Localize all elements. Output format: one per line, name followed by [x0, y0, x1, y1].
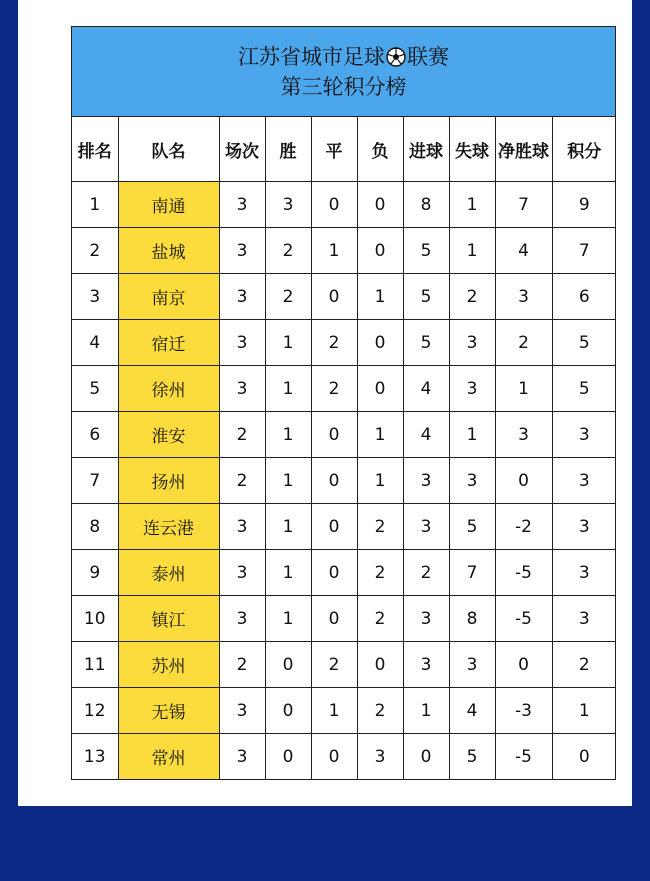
rank-cell: 5 [72, 366, 118, 412]
goal-diff-cell: 3 [495, 274, 552, 320]
goals-for-cell: 4 [403, 366, 449, 412]
played-cell: 3 [219, 596, 265, 642]
wins-cell: 1 [265, 412, 311, 458]
rank-cell: 6 [72, 412, 118, 458]
wins-cell: 1 [265, 458, 311, 504]
team-name-cell: 盐城 [118, 228, 219, 274]
played-cell: 3 [219, 734, 265, 780]
draws-cell: 0 [311, 274, 357, 320]
points-cell: 3 [552, 504, 616, 550]
points-cell: 5 [552, 366, 616, 412]
column-header: 排名 [72, 117, 118, 182]
column-header: 队名 [118, 117, 219, 182]
losses-cell: 2 [357, 504, 403, 550]
rank-cell: 2 [72, 228, 118, 274]
column-header: 负 [357, 117, 403, 182]
points-cell: 3 [552, 596, 616, 642]
soccer-ball-icon [386, 47, 406, 67]
points-cell: 6 [552, 274, 616, 320]
goals-against-cell: 1 [449, 228, 495, 274]
wins-cell: 0 [265, 688, 311, 734]
points-cell: 5 [552, 320, 616, 366]
rank-cell: 13 [72, 734, 118, 780]
draws-cell: 0 [311, 458, 357, 504]
draws-cell: 0 [311, 596, 357, 642]
rank-cell: 4 [72, 320, 118, 366]
title-league-suffix: 联赛 [407, 44, 449, 69]
goals-against-cell: 5 [449, 734, 495, 780]
column-header: 进球 [403, 117, 449, 182]
goals-against-cell: 3 [449, 458, 495, 504]
team-name-cell: 扬州 [118, 458, 219, 504]
title-league-name: 江苏省城市足球 [238, 44, 385, 69]
goal-diff-cell: -2 [495, 504, 552, 550]
losses-cell: 0 [357, 182, 403, 228]
goals-against-cell: 8 [449, 596, 495, 642]
played-cell: 2 [219, 642, 265, 688]
table-row [72, 412, 616, 458]
column-header: 胜 [265, 117, 311, 182]
goals-against-cell: 3 [449, 320, 495, 366]
losses-cell: 1 [357, 458, 403, 504]
team-name-cell: 宿迁 [118, 320, 219, 366]
wins-cell: 1 [265, 366, 311, 412]
column-header: 场次 [219, 117, 265, 182]
goal-diff-cell: -5 [495, 596, 552, 642]
played-cell: 3 [219, 688, 265, 734]
goal-diff-cell: 0 [495, 458, 552, 504]
standings-table [72, 117, 616, 779]
points-cell: 3 [552, 412, 616, 458]
goals-for-cell: 3 [403, 596, 449, 642]
title-line-1 [238, 42, 449, 72]
column-header: 平 [311, 117, 357, 182]
goal-diff-cell: 0 [495, 642, 552, 688]
goals-for-cell: 0 [403, 734, 449, 780]
goals-against-cell: 4 [449, 688, 495, 734]
table-row [72, 688, 616, 734]
played-cell: 2 [219, 458, 265, 504]
standings-card [18, 0, 632, 806]
team-name-cell: 徐州 [118, 366, 219, 412]
played-cell: 3 [219, 504, 265, 550]
goal-diff-cell: -5 [495, 550, 552, 596]
draws-cell: 1 [311, 688, 357, 734]
rank-cell: 11 [72, 642, 118, 688]
draws-cell: 1 [311, 228, 357, 274]
draws-cell: 2 [311, 366, 357, 412]
wins-cell: 1 [265, 596, 311, 642]
goals-against-cell: 7 [449, 550, 495, 596]
goal-diff-cell: 4 [495, 228, 552, 274]
goals-for-cell: 5 [403, 274, 449, 320]
goals-against-cell: 3 [449, 642, 495, 688]
rank-cell: 10 [72, 596, 118, 642]
column-header: 失球 [449, 117, 495, 182]
losses-cell: 0 [357, 320, 403, 366]
wins-cell: 1 [265, 550, 311, 596]
points-cell: 3 [552, 550, 616, 596]
standings-body [72, 182, 616, 780]
rank-cell: 12 [72, 688, 118, 734]
goals-for-cell: 8 [403, 182, 449, 228]
draws-cell: 2 [311, 320, 357, 366]
column-header: 积分 [552, 117, 616, 182]
goals-for-cell: 3 [403, 504, 449, 550]
losses-cell: 0 [357, 366, 403, 412]
table-row [72, 642, 616, 688]
wins-cell: 2 [265, 228, 311, 274]
draws-cell: 0 [311, 412, 357, 458]
points-cell: 2 [552, 642, 616, 688]
table-row [72, 550, 616, 596]
table-row [72, 596, 616, 642]
table-row [72, 274, 616, 320]
goals-for-cell: 2 [403, 550, 449, 596]
team-name-cell: 常州 [118, 734, 219, 780]
table-row [72, 182, 616, 228]
losses-cell: 0 [357, 642, 403, 688]
team-name-cell: 苏州 [118, 642, 219, 688]
goal-diff-cell: 3 [495, 412, 552, 458]
goals-for-cell: 1 [403, 688, 449, 734]
wins-cell: 3 [265, 182, 311, 228]
title-line-2: 第三轮积分榜 [280, 74, 407, 99]
draws-cell: 0 [311, 504, 357, 550]
goals-against-cell: 2 [449, 274, 495, 320]
goals-for-cell: 3 [403, 458, 449, 504]
team-name-cell: 淮安 [118, 412, 219, 458]
points-cell: 9 [552, 182, 616, 228]
team-name-cell: 泰州 [118, 550, 219, 596]
wins-cell: 1 [265, 504, 311, 550]
table-row [72, 228, 616, 274]
draws-cell: 0 [311, 550, 357, 596]
goals-for-cell: 5 [403, 228, 449, 274]
rank-cell: 9 [72, 550, 118, 596]
losses-cell: 2 [357, 688, 403, 734]
goal-diff-cell: 2 [495, 320, 552, 366]
wins-cell: 0 [265, 642, 311, 688]
played-cell: 2 [219, 412, 265, 458]
rank-cell: 3 [72, 274, 118, 320]
team-name-cell: 连云港 [118, 504, 219, 550]
losses-cell: 1 [357, 412, 403, 458]
goal-diff-cell: -5 [495, 734, 552, 780]
played-cell: 3 [219, 228, 265, 274]
played-cell: 3 [219, 320, 265, 366]
goals-against-cell: 3 [449, 366, 495, 412]
standings-table-container [71, 26, 616, 780]
draws-cell: 2 [311, 642, 357, 688]
played-cell: 3 [219, 182, 265, 228]
goals-against-cell: 1 [449, 412, 495, 458]
played-cell: 3 [219, 274, 265, 320]
team-name-cell: 镇江 [118, 596, 219, 642]
losses-cell: 3 [357, 734, 403, 780]
draws-cell: 0 [311, 182, 357, 228]
losses-cell: 1 [357, 274, 403, 320]
goals-against-cell: 5 [449, 504, 495, 550]
played-cell: 3 [219, 366, 265, 412]
wins-cell: 2 [265, 274, 311, 320]
points-cell: 7 [552, 228, 616, 274]
header-row [72, 117, 616, 182]
goal-diff-cell: 1 [495, 366, 552, 412]
rank-cell: 8 [72, 504, 118, 550]
table-row [72, 320, 616, 366]
losses-cell: 0 [357, 228, 403, 274]
table-row [72, 734, 616, 780]
wins-cell: 0 [265, 734, 311, 780]
played-cell: 3 [219, 550, 265, 596]
goals-for-cell: 3 [403, 642, 449, 688]
rank-cell: 7 [72, 458, 118, 504]
losses-cell: 2 [357, 596, 403, 642]
losses-cell: 2 [357, 550, 403, 596]
table-row [72, 458, 616, 504]
goals-for-cell: 4 [403, 412, 449, 458]
table-row [72, 504, 616, 550]
rank-cell: 1 [72, 182, 118, 228]
goals-against-cell: 1 [449, 182, 495, 228]
team-name-cell: 南通 [118, 182, 219, 228]
goal-diff-cell: 7 [495, 182, 552, 228]
points-cell: 1 [552, 688, 616, 734]
points-cell: 0 [552, 734, 616, 780]
table-row [72, 366, 616, 412]
team-name-cell: 南京 [118, 274, 219, 320]
title-banner [72, 27, 615, 117]
goals-for-cell: 5 [403, 320, 449, 366]
goal-diff-cell: -3 [495, 688, 552, 734]
draws-cell: 0 [311, 734, 357, 780]
team-name-cell: 无锡 [118, 688, 219, 734]
column-header: 净胜球 [495, 117, 552, 182]
points-cell: 3 [552, 458, 616, 504]
wins-cell: 1 [265, 320, 311, 366]
